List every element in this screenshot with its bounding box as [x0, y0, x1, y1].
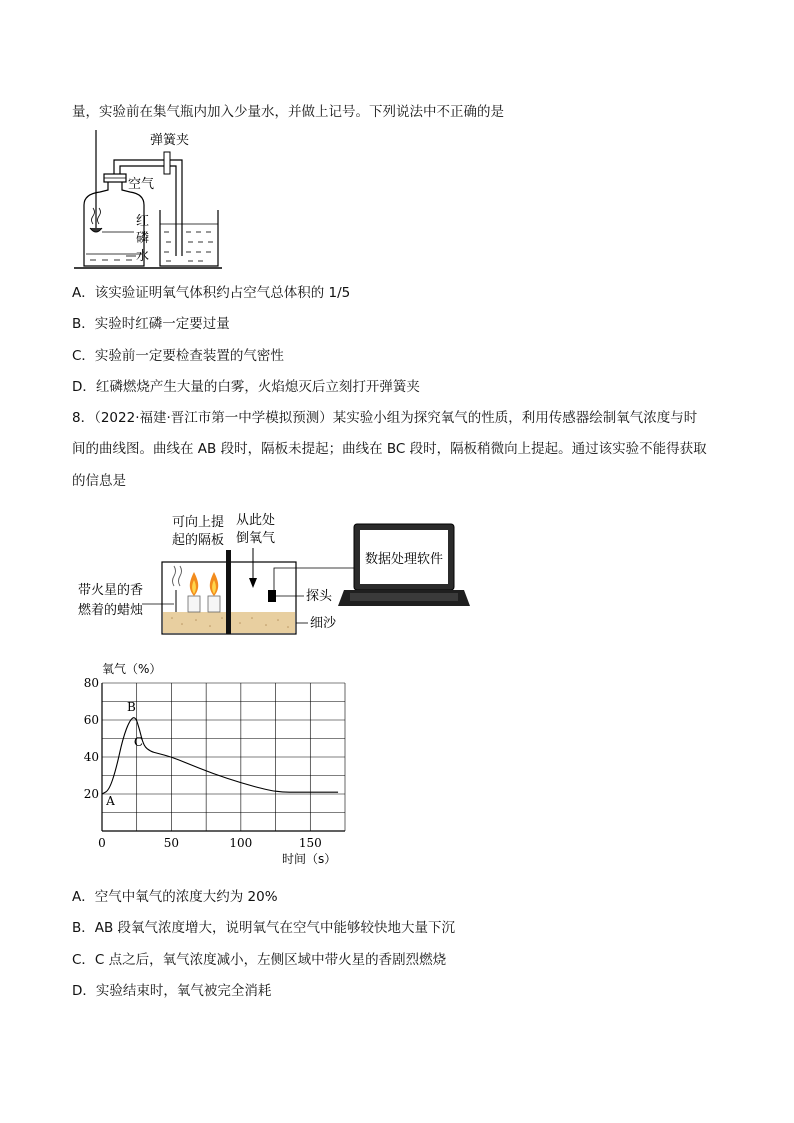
y-tick-label: 20 — [83, 787, 99, 801]
sand-label: 细沙 — [310, 616, 337, 631]
point-label-c: C — [133, 734, 144, 749]
air-label: 空气 — [128, 177, 155, 192]
point-label-b: B — [126, 699, 136, 714]
q7-option-a: A．该实验证明氧气体积约占空气总体积的 1/5 — [72, 285, 351, 301]
probe-label: 探头 — [306, 589, 333, 604]
q7-option-c: C．实验前一定要检查装置的气密性 — [72, 348, 284, 364]
probe — [268, 590, 276, 602]
q8-stem-line1: 8．（2022·福建·晋江市第一中学模拟预测）某实验小组为探究氧气的性质，利用传感器绘制氧气浓度与时 — [72, 410, 698, 426]
pour-label-2: 倒氧气 — [236, 531, 276, 546]
q8-option-b: B．AB 段氧气浓度增大，说明氧气在空气中能够较快地大量下沉 — [72, 920, 456, 936]
phosphorus-label-2: 磷 — [136, 231, 150, 246]
phosphorus-label-1: 红 — [136, 214, 150, 229]
q8-option-d: D．实验结束时，氧气被完全消耗 — [72, 983, 272, 999]
x-tick-label: 0 — [98, 836, 106, 850]
q8-option-c: C．C 点之后，氧气浓度减小，左侧区域中带火星的香剧烈燃烧 — [72, 952, 447, 968]
q8-apparatus-figure — [72, 510, 482, 640]
q7-apparatus-figure — [70, 128, 230, 273]
x-tick-label: 50 — [163, 836, 180, 850]
partition-label-2: 起的隔板 — [172, 533, 225, 548]
q7-intro: 量，实验前在集气瓶内加入少量水，并做上记号。下列说法中不正确的是 — [72, 104, 504, 120]
software-label: 数据处理软件 — [364, 552, 444, 567]
y-tick-label: 40 — [83, 750, 99, 764]
candle-label: 燃着的蜡烛 — [78, 603, 144, 618]
q8-stem-line3: 的信息是 — [72, 473, 126, 489]
partition-label-1: 可向上提 — [172, 515, 225, 530]
chart-ylabel: 氧气（%） — [102, 662, 162, 676]
q8-stem-line2: 间的曲线图。曲线在 AB 段时，隔板未提起；曲线在 BC 段时，隔板稍微向上提起。通过该实验不能得获取 — [72, 441, 707, 457]
partition-board — [226, 550, 231, 634]
pour-label-1: 从此处 — [236, 513, 276, 528]
chart-xlabel: 时间（s） — [282, 852, 337, 866]
water-label: 水 — [136, 249, 150, 264]
point-label-a: A — [106, 794, 115, 809]
clip-label: 弹簧夹 — [150, 133, 190, 148]
x-tick-label: 150 — [298, 836, 322, 850]
y-tick-label: 60 — [83, 713, 99, 727]
incense-label: 带火星的香 — [78, 583, 144, 598]
q7-option-b: B．实验时红磷一定要过量 — [72, 316, 230, 332]
q7-option-d: D．红磷燃烧产生大量的白雾，火焰熄灭后立刻打开弹簧夹 — [72, 379, 420, 395]
y-tick-label: 80 — [83, 676, 99, 690]
oxygen-concentration-chart — [80, 655, 370, 870]
q8-option-a: A．空气中氧气的浓度大约为 20% — [72, 889, 278, 905]
oxygen-series-line — [102, 718, 338, 794]
x-tick-label: 100 — [229, 836, 253, 850]
